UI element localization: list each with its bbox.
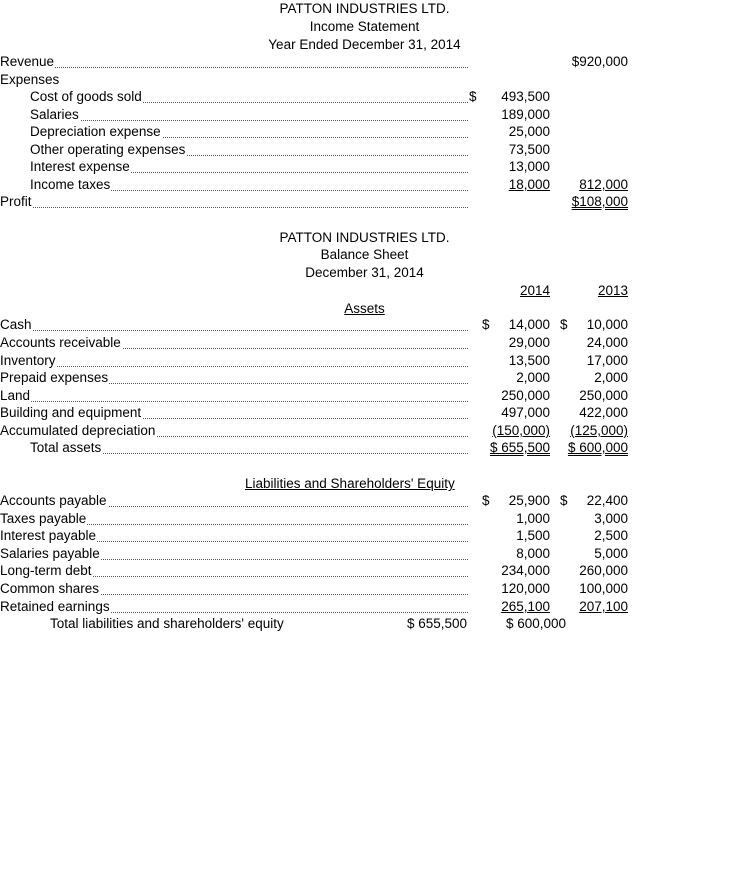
column-header-2013: 2013: [597, 283, 628, 298]
expense-value: 493,500: [501, 89, 550, 104]
liability-value-2013: 100,000: [579, 581, 628, 596]
expense-value: 25,000: [508, 124, 550, 139]
asset-value-2014: 13,500: [508, 353, 550, 368]
asset-label: Building and equipment: [0, 405, 142, 420]
liability-label: Salaries payable: [0, 546, 100, 561]
asset-value-2014: 29,000: [508, 335, 550, 350]
liability-label: Common shares: [0, 581, 100, 596]
expense-value: 73,500: [508, 142, 550, 157]
asset-label: Land: [0, 388, 31, 403]
liability-value-2013: 207,100: [579, 599, 628, 614]
asset-label: Prepaid expenses: [0, 370, 109, 385]
liability-value-2013: 2,500: [594, 528, 628, 543]
bs-title: Balance Sheet: [320, 247, 409, 262]
total-liabilities-2014: $ 655,500: [406, 616, 467, 631]
liability-value-2014: 8,000: [516, 546, 550, 561]
liability-label: Retained earnings: [0, 599, 110, 614]
expense-label: Cost of goods sold: [30, 89, 142, 104]
total-liabilities-label: Total liabilities and shareholders' equity: [50, 616, 284, 631]
assets-heading: Assets: [344, 301, 385, 316]
asset-label: Accumulated depreciation: [0, 423, 156, 438]
liability-value-2014: 1,000: [516, 511, 550, 526]
currency-sign: $: [482, 317, 490, 332]
asset-value-2014: 497,000: [501, 405, 550, 420]
column-header-2014: 2014: [519, 283, 550, 298]
total-liabilities-row: [0, 615, 729, 632]
asset-value-2014: 250,000: [501, 388, 550, 403]
profit-value: $108,000: [571, 194, 628, 209]
liability-value-2014: 265,100: [501, 599, 550, 614]
asset-value-2013: 10,000: [586, 317, 628, 332]
expense-label: Interest expense: [30, 159, 130, 174]
liability-value-2014: 25,900: [508, 493, 550, 508]
profit-row: [0, 193, 729, 210]
total-assets-row: [0, 439, 729, 456]
is-period: Year Ended December 31, 2014: [268, 37, 461, 52]
total-assets-2014: $ 655,500: [489, 440, 550, 455]
currency-sign: $: [560, 493, 568, 508]
liability-label: Long-term debt: [0, 563, 92, 578]
total-liabilities-2013: $ 600,000: [505, 616, 566, 631]
liability-label: Accounts payable: [0, 493, 107, 508]
asset-value-2014: (150,000): [492, 423, 550, 438]
currency-sign: $: [560, 317, 568, 332]
liability-row: [0, 598, 729, 615]
liability-value-2013: 22,400: [586, 493, 628, 508]
asset-label: Cash: [0, 317, 32, 332]
liability-value-2013: 3,000: [594, 511, 628, 526]
expense-value: 18,000: [508, 177, 550, 192]
expense-value: 189,000: [501, 107, 550, 122]
liability-value-2014: 1,500: [516, 528, 550, 543]
asset-value-2013: (125,000): [570, 423, 628, 438]
expense-label: Income taxes: [30, 177, 111, 192]
asset-value-2013: 17,000: [586, 353, 628, 368]
revenue-row: [0, 53, 729, 70]
total-assets-2013: $ 600,000: [567, 440, 628, 455]
asset-value-2013: 24,000: [586, 335, 628, 350]
liabilities-heading: Liabilities and Shareholders' Equity: [245, 476, 455, 491]
asset-value-2013: 250,000: [579, 388, 628, 403]
liability-label: Taxes payable: [0, 511, 87, 526]
is-title: Income Statement: [309, 19, 420, 34]
asset-value-2013: 422,000: [579, 405, 628, 420]
expenses-label: Expenses: [0, 72, 60, 87]
asset-label: Accounts receivable: [0, 335, 121, 350]
liability-value-2013: 260,000: [579, 563, 628, 578]
expense-label: Other operating expenses: [30, 142, 186, 157]
profit-label: Profit: [0, 194, 32, 209]
asset-value-2014: 2,000: [516, 370, 550, 385]
is-company: PATTON INDUSTRIES LTD.: [279, 1, 450, 16]
asset-label: Inventory: [0, 353, 56, 368]
expense-value: 13,000: [508, 159, 550, 174]
expense-label: Salaries: [30, 107, 79, 122]
currency-sign: $: [469, 89, 477, 104]
bs-date: December 31, 2014: [305, 265, 424, 280]
expenses-total: 812,000: [579, 177, 628, 192]
revenue-label: Revenue: [0, 54, 55, 69]
asset-value-2014: 14,000: [508, 317, 550, 332]
expense-label: Depreciation expense: [30, 124, 161, 139]
bs-company: PATTON INDUSTRIES LTD.: [279, 230, 450, 245]
revenue-value: $920,000: [571, 54, 628, 69]
liability-label: Interest payable: [0, 528, 97, 543]
currency-sign: $: [482, 493, 490, 508]
liability-value-2014: 234,000: [501, 563, 550, 578]
total-assets-label: Total assets: [30, 440, 102, 455]
liability-value-2014: 120,000: [501, 581, 550, 596]
liability-value-2013: 5,000: [594, 546, 628, 561]
asset-value-2013: 2,000: [594, 370, 628, 385]
